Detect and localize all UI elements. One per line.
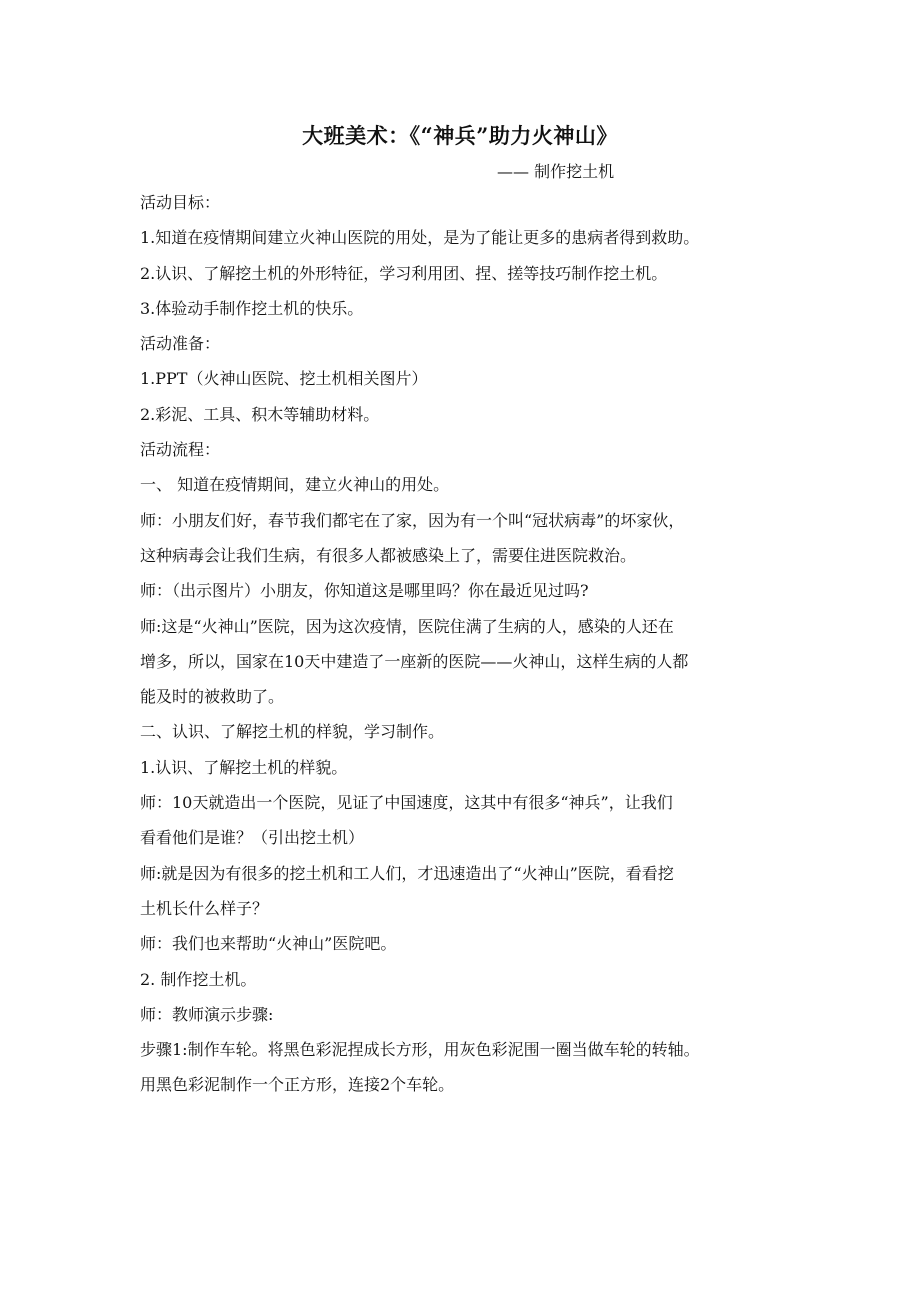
text-line: 二、认识、了解挖土机的样貌，学习制作。 — [140, 722, 445, 742]
text-line: 师：小朋友们好，春节我们都宅在了家，因为有一个叫“冠状病毒”的坏家伙， — [140, 510, 685, 530]
text-line: 看看他们是谁？（引出挖土机） — [140, 828, 365, 848]
text-line: 活动流程： — [140, 440, 221, 460]
document-body — [140, 190, 790, 1108]
document-subtitle: —— 制作挖土机 — [497, 162, 615, 181]
text-line: 师：（出示图片）小朋友，你知道这是哪里吗？你在最近见过吗? — [140, 581, 589, 601]
text-line: 用黑色彩泥制作一个正方形，连接2个车轮。 — [140, 1075, 455, 1095]
text-line: 2.彩泥、工具、积木等辅助材料。 — [140, 404, 380, 424]
text-line: 增多，所以，国家在10天中建造了一座新的医院——火神山，这样生病的人都 — [140, 651, 689, 671]
text-line: 3.体验动手制作挖土机的快乐。 — [140, 298, 364, 318]
text-line: 活动目标： — [140, 193, 221, 212]
text-line: 一、 知道在疫情期间，建立火神山的用处。 — [140, 475, 450, 495]
text-line: 1.知道在疫情期间建立火神山医院的用处，是为了能让更多的患病者得到救助。 — [140, 228, 700, 248]
text-line: 师:这是“火神山”医院，因为这次疫情，医院住满了生病的人，感染的人还在 — [140, 616, 674, 636]
text-line: 这种病毒会让我们生病，有很多人都被感染上了，需要住进医院救治。 — [140, 545, 637, 565]
text-line: 2.认识、了解挖土机的外形特征，学习利用团、捏、搓等技巧制作挖土机。 — [140, 263, 668, 283]
text-line: 1.PPT（火神山医院、挖土机相关图片） — [140, 369, 428, 389]
text-line: 1.认识、了解挖土机的样貌。 — [140, 757, 348, 777]
text-line: 步骤1:制作车轮。将黑色彩泥捏成长方形，用灰色彩泥围一圈当做车轮的转轴。 — [140, 1040, 700, 1060]
text-line: 活动准备： — [140, 334, 221, 354]
text-line: 土机长什么样子？ — [140, 898, 269, 918]
text-line: 师：我们也来帮助“火神山”医院吧。 — [140, 934, 397, 954]
text-line: 能及时的被救助了。 — [140, 687, 285, 707]
text-line: 师:就是因为有很多的挖土机和工人们，才迅速造出了“火神山”医院，看看挖 — [140, 863, 674, 883]
text-line: 师：教师演示步骤: — [140, 1004, 274, 1024]
text-line: 师：10天就造出一个医院，见证了中国速度，这其中有很多“神兵”，让我们 — [140, 793, 673, 813]
text-line: 2. 制作挖土机。 — [140, 969, 257, 989]
document-title: 大班美术：《“神兵”助力火神山》 — [302, 123, 618, 148]
